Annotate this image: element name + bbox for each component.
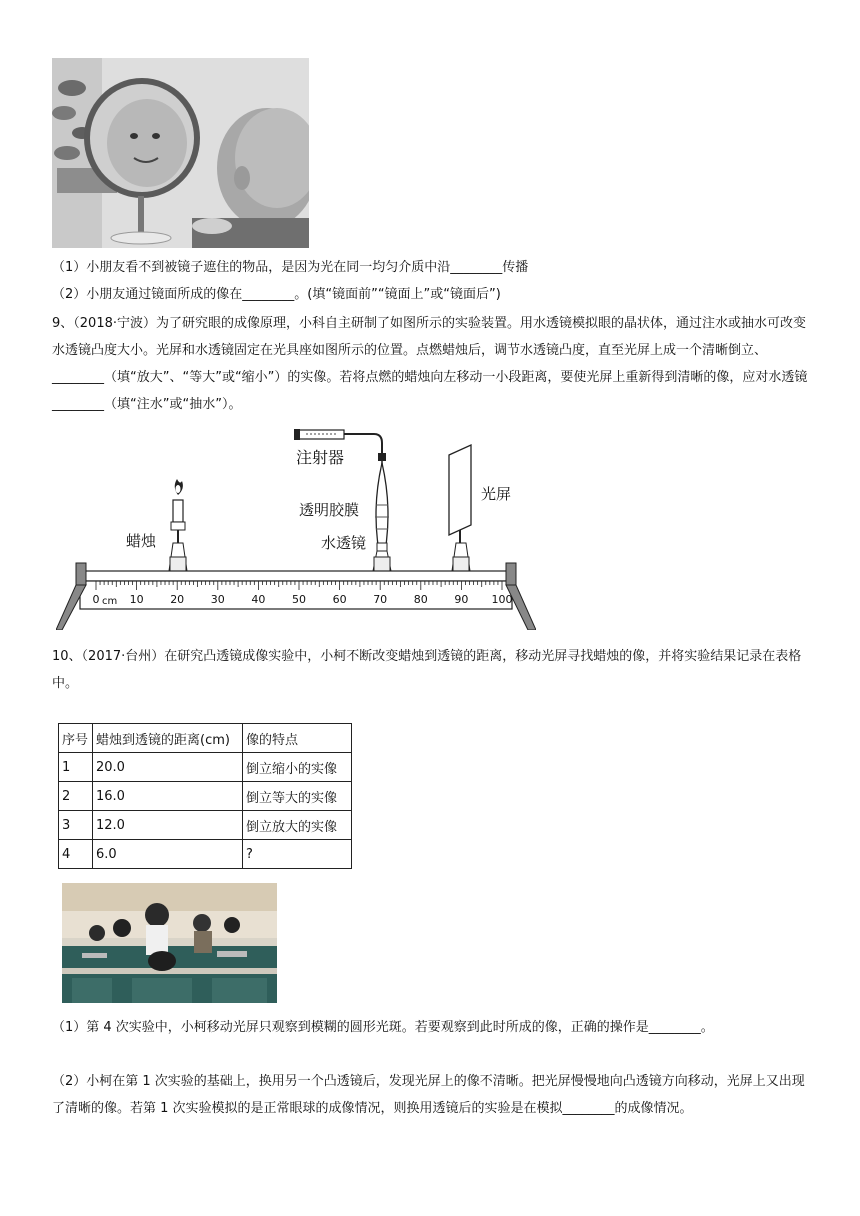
ruler-tick-label: 40 bbox=[251, 593, 266, 606]
table-row bbox=[59, 753, 352, 782]
results-table bbox=[58, 723, 352, 869]
membrane-label: 透明胶膜 bbox=[299, 501, 360, 519]
table-header-cell: 蜡烛到透镜的距离(cm) bbox=[93, 724, 243, 753]
ruler-tick-label: 60 bbox=[332, 593, 347, 606]
table-cell: 20.0 bbox=[93, 753, 243, 782]
table-cell: 12.0 bbox=[93, 811, 243, 840]
candle-label: 蜡烛 bbox=[126, 532, 157, 550]
table-cell: ? bbox=[243, 840, 352, 869]
table-row bbox=[59, 840, 352, 869]
screen-label: 光屏 bbox=[481, 485, 512, 503]
q10-text: 10、（2017·台州）在研究凸透镜成像实验中，小柯不断改变蜡烛到透镜的距离，移动光屏寻找蜡烛的像，并将实验结果记录在表格中。 bbox=[52, 649, 802, 691]
classroom-lab-illustration bbox=[62, 883, 277, 1003]
table-cell: 倒立放大的实像 bbox=[243, 811, 352, 840]
ruler-tick-label: 50 bbox=[292, 593, 306, 606]
ruler-tick-label: 90 bbox=[454, 593, 469, 606]
ruler-tick-label: 100 bbox=[491, 593, 513, 606]
optical-bench-diagram bbox=[56, 425, 536, 630]
ruler-tick-label: 20 bbox=[170, 593, 185, 606]
table-cell: 1 bbox=[59, 753, 93, 782]
ruler-tick-label: 30 bbox=[210, 593, 225, 606]
table-cell: 4 bbox=[59, 840, 93, 869]
table-row bbox=[59, 782, 352, 811]
table-cell: 2 bbox=[59, 782, 93, 811]
q8-sub1: （1）小朋友看不到被镜子遮住的物品，是因为光在同一均匀介质中沿________传播 bbox=[52, 260, 529, 275]
lens-label: 水透镜 bbox=[321, 534, 367, 552]
q9-text: 9、（2018·宁波）为了研究眼的成像原理，小科自主研制了如图所示的实验装置。用水透镜模拟眼的晶状体，通过注水或抽水可改变水透镜凸度大小。光屏和水透镜固定在光具座如图所示的位置。点燃蜡烛后，调节水透镜凸度，直至光屏上成一个清晰倒立、________（填“放大”、“等大”或“缩小”）的实像。若将点燃的蜡烛向左移动一小段距离，要使光屏上重新得到清晰的像，应对水透镜________（填“注水”或“抽水”）。 bbox=[52, 316, 808, 412]
table-cell: 16.0 bbox=[93, 782, 243, 811]
ruler-unit-label: cm bbox=[102, 596, 118, 607]
ruler-tick-label: 0 bbox=[92, 593, 100, 606]
classroom-lab-photo bbox=[62, 883, 277, 1003]
table-header-cell: 像的特点 bbox=[243, 724, 352, 753]
table-row bbox=[59, 811, 352, 840]
ruler-tick-label: 80 bbox=[413, 593, 428, 606]
table-cell: 3 bbox=[59, 811, 93, 840]
child-mirror-illustration bbox=[52, 58, 309, 248]
syringe-label: 注射器 bbox=[296, 448, 345, 467]
q10-sub2: （2）小柯在第 1 次实验的基础上，换用另一个凸透镜后，发现光屏上的像不清晰。把光屏慢慢地向凸透镜方向移动，光屏上又出现了清晰的像。若第 1 次实验模拟的是正常眼球的成像情况，则换用透镜后的实验是在模拟________的成像情况。 bbox=[52, 1074, 805, 1116]
q10-sub1: （1）第 4 次实验中，小柯移动光屏只观察到模糊的圆形光斑。若要观察到此时所成的像，正确的操作是________。 bbox=[52, 1020, 714, 1035]
table-header-cell: 序号 bbox=[59, 724, 93, 753]
child-mirror-photo bbox=[52, 58, 309, 248]
table-cell: 6.0 bbox=[93, 840, 243, 869]
table-header-row bbox=[59, 724, 352, 753]
ruler-tick-label: 70 bbox=[373, 593, 388, 606]
table-cell: 倒立缩小的实像 bbox=[243, 753, 352, 782]
table-cell: 倒立等大的实像 bbox=[243, 782, 352, 811]
ruler-tick-label: 10 bbox=[129, 593, 144, 606]
q8-sub2: （2）小朋友通过镜面所成的像在________。(填“镜面前”“镜面上”或“镜面后”) bbox=[52, 287, 501, 302]
